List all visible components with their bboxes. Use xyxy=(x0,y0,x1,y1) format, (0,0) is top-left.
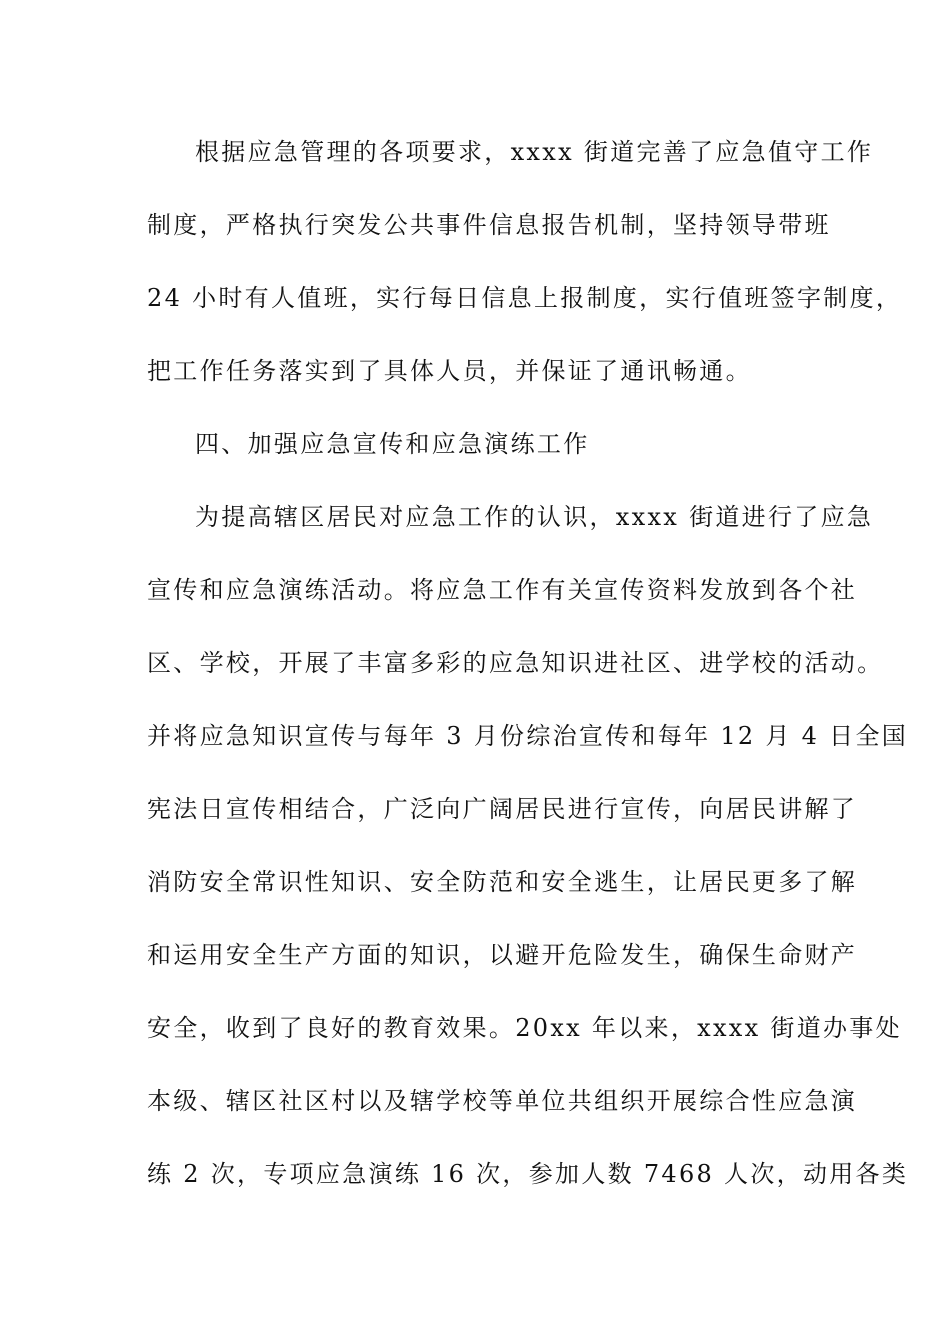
paragraph-line: 安全，收到了良好的教育效果。20xx 年以来，xxxx 街道办事处 xyxy=(147,1014,902,1042)
paragraph-line: 和运用安全生产方面的知识，以避开危险发生，确保生命财产 xyxy=(147,941,858,969)
paragraph-line: 宣传和应急演练活动。将应急工作有关宣传资料发放到各个社 xyxy=(147,576,858,604)
paragraph-line: 宪法日宣传相结合，广泛向广阔居民进行宣传，向居民讲解了 xyxy=(147,795,858,823)
paragraph-line: 根据应急管理的各项要求，xxxx 街道完善了应急值守工作 xyxy=(195,138,874,166)
section-heading: 四、加强应急宣传和应急演练工作 xyxy=(195,430,590,458)
paragraph-line: 本级、辖区社区村以及辖学校等单位共组织开展综合性应急演 xyxy=(147,1087,858,1115)
paragraph-line: 并将应急知识宣传与每年 3 月份综治宣传和每年 12 月 4 日全国 xyxy=(147,722,909,750)
paragraph-line: 把工作任务落实到了具体人员，并保证了通讯畅通。 xyxy=(147,357,752,385)
paragraph-line: 消防安全常识性知识、安全防范和安全逃生，让居民更多了解 xyxy=(147,868,858,896)
paragraph-line: 为提高辖区居民对应急工作的认识，xxxx 街道进行了应急 xyxy=(195,503,874,531)
paragraph-line: 24 小时有人值班，实行每日信息上报制度，实行值班签字制度， xyxy=(147,284,903,312)
paragraph-line: 练 2 次，专项应急演练 16 次，参加人数 7468 人次，动用各类 xyxy=(147,1160,909,1188)
paragraph-line: 区、学校，开展了丰富多彩的应急知识进社区、进学校的活动。 xyxy=(147,649,884,677)
paragraph-line: 制度，严格执行突发公共事件信息报告机制，坚持领导带班 xyxy=(147,211,831,239)
